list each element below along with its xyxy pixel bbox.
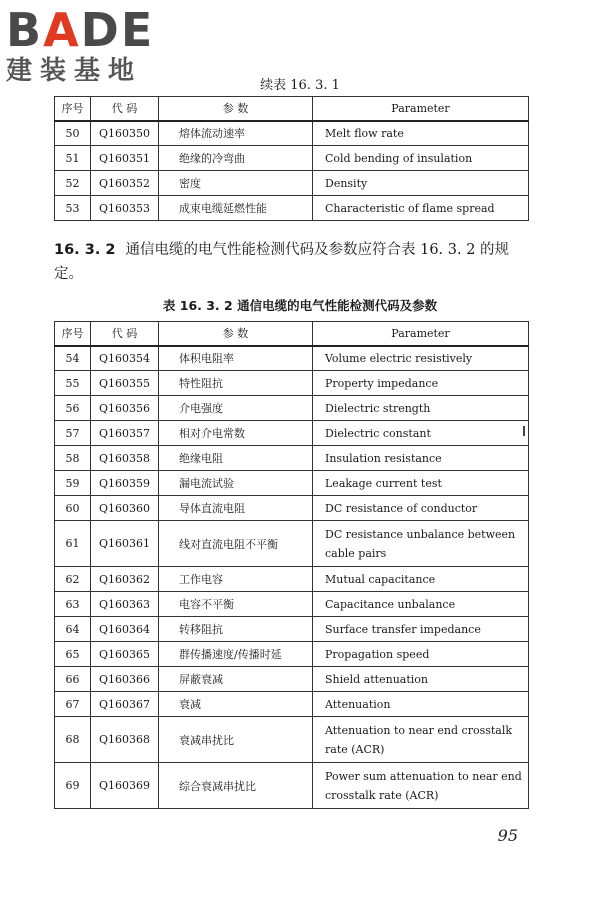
edge-mark (523, 426, 525, 436)
table-row (55, 146, 529, 171)
row-code: Q160363 (91, 592, 159, 617)
row-number: 62 (55, 567, 91, 592)
row-number: 67 (55, 692, 91, 717)
table-16-3-2-caption: 表 16. 3. 2 通信电缆的电气性能检测代码及参数 (162, 298, 438, 313)
row-number: 50 (55, 121, 91, 146)
table-16-3-2 (54, 321, 529, 809)
row-parameter-en: Characteristic of flame spread (313, 196, 529, 221)
row-param-cn: 体积电阻率 (159, 346, 313, 371)
row-parameter-en: Surface transfer impedance (313, 617, 529, 642)
continued-table-title: 续表 16. 3. 1 (260, 78, 340, 93)
row-parameter-en: Attenuation to near end crosstalk rate (ACR) (313, 717, 529, 763)
row-parameter-en: DC resistance unbalance between cable pairs (313, 521, 529, 567)
row-parameter-en: DC resistance of conductor (313, 496, 529, 521)
row-parameter-en: Cold bending of insulation (313, 146, 529, 171)
table-row (55, 692, 529, 717)
table-row (55, 371, 529, 396)
row-parameter-en: Property impedance (313, 371, 529, 396)
row-param-cn: 电容不平衡 (159, 592, 313, 617)
row-parameter-en: Dielectric constant (313, 421, 529, 446)
row-code: Q160353 (91, 196, 159, 221)
row-number: 55 (55, 371, 91, 396)
table-row (55, 171, 529, 196)
table-row (55, 346, 529, 371)
row-code: Q160362 (91, 567, 159, 592)
row-number: 64 (55, 617, 91, 642)
row-code: Q160368 (91, 717, 159, 763)
row-param-cn: 熔体流动速率 (159, 121, 313, 146)
row-parameter-en: Insulation resistance (313, 446, 529, 471)
header-parameter: Parameter (313, 97, 529, 121)
row-param-cn: 特性阻抗 (159, 371, 313, 396)
row-param-cn: 工作电容 (159, 567, 313, 592)
clause-16-3-2 (54, 238, 534, 286)
row-param-cn: 漏电流试验 (159, 471, 313, 496)
table-row (55, 196, 529, 221)
row-parameter-en: Density (313, 171, 529, 196)
row-number: 53 (55, 196, 91, 221)
row-parameter-en: Attenuation (313, 692, 529, 717)
row-number: 57 (55, 421, 91, 446)
table-row (55, 121, 529, 146)
row-code: Q160356 (91, 396, 159, 421)
row-number: 51 (55, 146, 91, 171)
header-param: 参 数 (159, 97, 313, 121)
row-param-cn: 综合衰减串扰比 (159, 763, 313, 809)
table-row (55, 471, 529, 496)
table-row (55, 592, 529, 617)
row-parameter-en: Mutual capacitance (313, 567, 529, 592)
row-number: 61 (55, 521, 91, 567)
row-param-cn: 群传播速度/传播时延 (159, 642, 313, 667)
row-number: 52 (55, 171, 91, 196)
row-code: Q160369 (91, 763, 159, 809)
row-param-cn: 转移阻抗 (159, 617, 313, 642)
row-param-cn: 绝缘的冷弯曲 (159, 146, 313, 171)
table-row (55, 667, 529, 692)
row-param-cn: 相对介电常数 (159, 421, 313, 446)
row-code: Q160355 (91, 371, 159, 396)
row-code: Q160361 (91, 521, 159, 567)
header-no: 序号 (55, 322, 91, 346)
row-param-cn: 密度 (159, 171, 313, 196)
row-code: Q160360 (91, 496, 159, 521)
row-param-cn: 衰减 (159, 692, 313, 717)
row-code: Q160352 (91, 171, 159, 196)
table-row (55, 567, 529, 592)
row-parameter-en: Leakage current test (313, 471, 529, 496)
row-number: 58 (55, 446, 91, 471)
row-number: 54 (55, 346, 91, 371)
row-code: Q160365 (91, 642, 159, 667)
row-param-cn: 屏蔽衰减 (159, 667, 313, 692)
row-code: Q160359 (91, 471, 159, 496)
row-param-cn: 导体直流电阻 (159, 496, 313, 521)
clause-number: 16. 3. 2 (54, 242, 116, 258)
page-number: 95 (497, 826, 518, 845)
header-param: 参 数 (159, 322, 313, 346)
clause-text: 通信电缆的电气性能检测代码及参数应符合表 16. 3. 2 的规定。 (54, 242, 510, 282)
header-parameter: Parameter (313, 322, 529, 346)
row-number: 63 (55, 592, 91, 617)
table-row (55, 421, 529, 446)
row-parameter-en: Capacitance unbalance (313, 592, 529, 617)
table-row (55, 763, 529, 809)
table-row (55, 446, 529, 471)
table-row (55, 642, 529, 667)
row-number: 68 (55, 717, 91, 763)
table-row (55, 496, 529, 521)
table-16-3-1-continued (54, 96, 529, 221)
row-number: 60 (55, 496, 91, 521)
row-parameter-en: Melt flow rate (313, 121, 529, 146)
row-parameter-en: Volume electric resistively (313, 346, 529, 371)
row-param-cn: 成束电缆延燃性能 (159, 196, 313, 221)
table-row (55, 396, 529, 421)
logo-subtitle: 建装基地 (6, 56, 143, 86)
row-code: Q160357 (91, 421, 159, 446)
row-param-cn: 衰减串扰比 (159, 717, 313, 763)
row-number: 65 (55, 642, 91, 667)
header-no: 序号 (55, 97, 91, 121)
row-code: Q160367 (91, 692, 159, 717)
row-param-cn: 介电强度 (159, 396, 313, 421)
row-code: Q160351 (91, 146, 159, 171)
table-row (55, 521, 529, 567)
row-parameter-en: Power sum attenuation to near end crosstalk rate (ACR) (313, 763, 529, 809)
row-code: Q160350 (91, 121, 159, 146)
logo-wordmark: BADE (6, 3, 155, 57)
row-code: Q160358 (91, 446, 159, 471)
row-code: Q160354 (91, 346, 159, 371)
table-row (55, 717, 529, 763)
row-number: 59 (55, 471, 91, 496)
header-code: 代 码 (91, 97, 159, 121)
row-parameter-en: Propagation speed (313, 642, 529, 667)
row-number: 69 (55, 763, 91, 809)
row-parameter-en: Shield attenuation (313, 667, 529, 692)
table-row (55, 617, 529, 642)
row-param-cn: 线对直流电阻不平衡 (159, 521, 313, 567)
row-number: 66 (55, 667, 91, 692)
row-param-cn: 绝缘电阻 (159, 446, 313, 471)
row-code: Q160366 (91, 667, 159, 692)
header-code: 代 码 (91, 322, 159, 346)
row-code: Q160364 (91, 617, 159, 642)
row-number: 56 (55, 396, 91, 421)
row-parameter-en: Dielectric strength (313, 396, 529, 421)
